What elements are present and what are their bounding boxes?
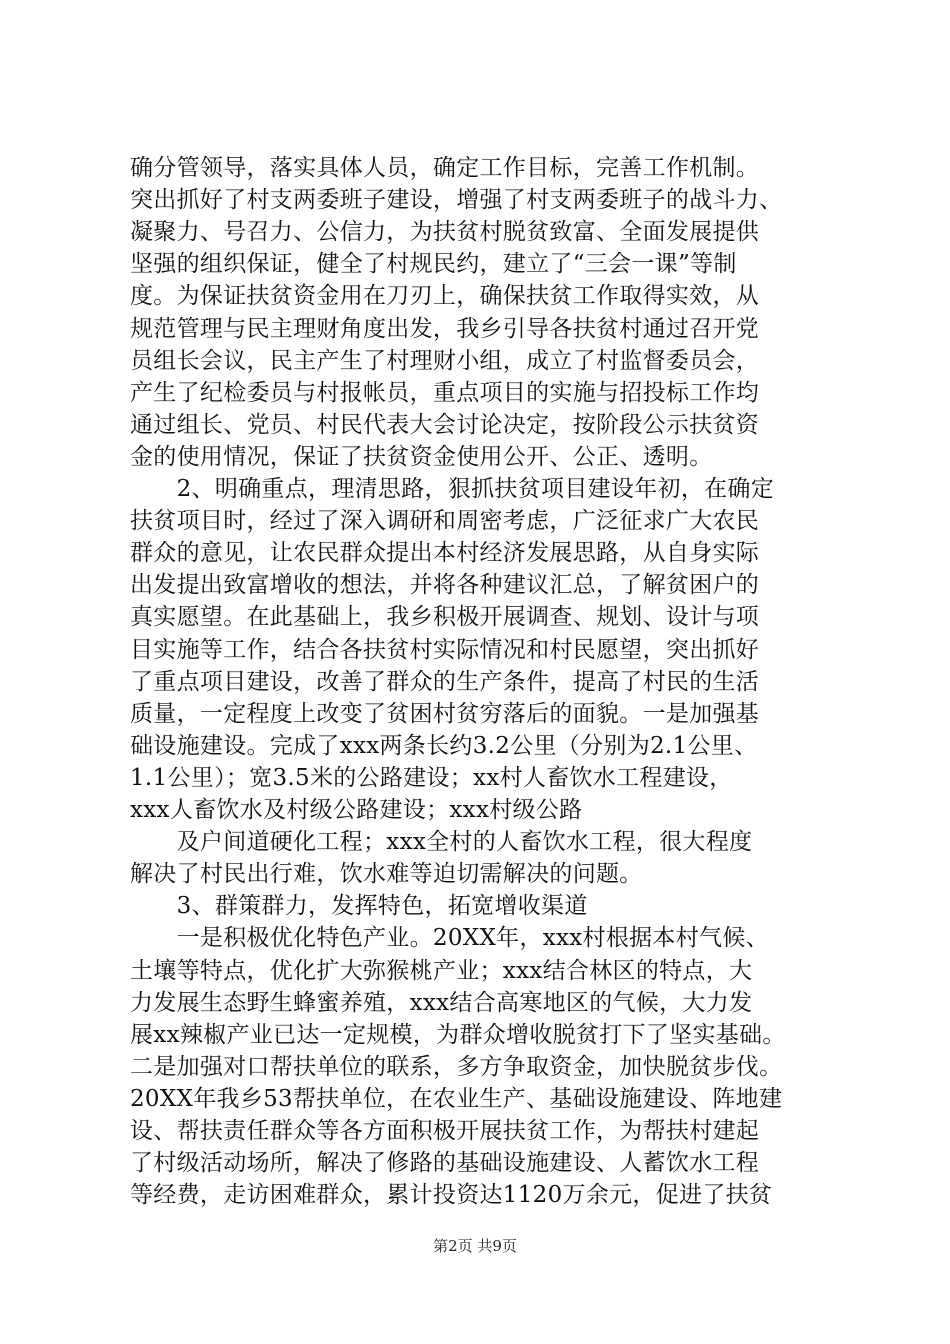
text-line: 产生了纪检委员与村报帐员，重点项目的实施与招投标工作均: [130, 379, 760, 406]
text-line: 二是加强对口帮扶单位的联系，多方争取资金，加快脱贫步伐。: [130, 1053, 783, 1080]
text-line: 突出抓好了村支两委班子建设，增强了村支两委班子的战斗力、: [130, 187, 783, 214]
text-line: 规范管理与民主理财角度出发，我乡引导各扶贫村通过召开党: [130, 315, 760, 342]
text-line: 土壤等特点，优化扩大弥猴桃产业；xxx结合林区的特点，大: [130, 957, 753, 984]
text-line: 了重点项目建设，改善了群众的生产条件，提高了村民的生活: [130, 668, 760, 695]
text-line: 及户间道硬化工程；xxx全村的人畜饮水工程，很大程度: [130, 829, 753, 856]
text-line: 目实施等工作，结合各扶贫村实际情况和村民愿望，突出抓好: [130, 636, 760, 663]
text-line: 群众的意见，让农民群众提出本村经济发展思路，从自身实际: [130, 540, 760, 567]
text-line: 了村级活动场所，解决了修路的基础设施建设、人蓄饮水工程: [130, 1150, 760, 1177]
text-line: 设、帮扶责任群众等各方面积极开展扶贫工作，为帮扶村建起: [130, 1118, 760, 1144]
text-line: 金的使用情况，保证了扶贫资金使用公开、公正、透明。: [130, 443, 713, 470]
text-line: 一是积极优化特色产业。20XX年，xxx村根据本村气候、: [130, 925, 769, 952]
text-line: 等经费，走访困难群众，累计投资达1120万余元，促进了扶贫: [130, 1182, 773, 1209]
text-line: 础设施建设。完成了xxx两条长约3.2公里（分别为2.1公里、: [130, 732, 758, 759]
text-line: 展xx辣椒产业已达一定规模，为群众增收脱贫打下了坚实基础。: [130, 1021, 786, 1048]
text-line: 力发展生态野生蜂蜜养殖，xxx结合高寒地区的气候，大力发: [130, 989, 753, 1016]
text-line: 通过组长、党员、村民代表大会讨论决定，按阶段公示扶贫资: [130, 411, 760, 438]
text-line: 出发提出致富增收的想法，并将各种建议汇总，了解贫困户的: [130, 572, 760, 599]
text-line: 真实愿望。在此基础上，我乡积极开展调查、规划、设计与项: [130, 604, 760, 631]
text-line: 度。为保证扶贫资金用在刀刃上，确保扶贫工作取得实效，从: [130, 283, 760, 310]
text-line: 确分管领导，落实具体人员，确定工作目标，完善工作机制。: [130, 155, 760, 181]
text-line: 解决了村民出行难，饮水难等迫切需解决的问题。: [130, 861, 643, 888]
text-line: xxx人畜饮水及村级公路建设；xxx村级公路: [130, 797, 583, 823]
page-footer: 第2页 共9页: [433, 1237, 517, 1255]
text-line: 扶贫项目时，经过了深入调研和周密考虑，广泛征求广大农民: [130, 508, 760, 535]
text-line: 员组长会议，民主产生了村理财小组，成立了村监督委员会，: [130, 347, 760, 374]
text-line: 凝聚力、号召力、公信力，为扶贫村脱贫致富、全面发展提供: [130, 219, 760, 246]
text-line: 3、群策群力，发挥特色，拓宽增收渠道: [130, 893, 588, 920]
text-line: 1.1公里）；宽3.5米的公路建设；xx村人畜饮水工程建设，: [130, 764, 733, 791]
text-line: 2、明确重点，理清思路，狠抓扶贫项目建设年初，在确定: [130, 476, 775, 502]
text-line: 20XX年我乡53帮扶单位，在农业生产、基础设施建设、阵地建: [130, 1085, 783, 1112]
text-line: 质量，一定程度上改变了贫困村贫穷落后的面貌。一是加强基: [130, 700, 760, 727]
text-line: 坚强的组织保证，健全了村规民约，建立了“三会一课”等制: [130, 251, 737, 278]
